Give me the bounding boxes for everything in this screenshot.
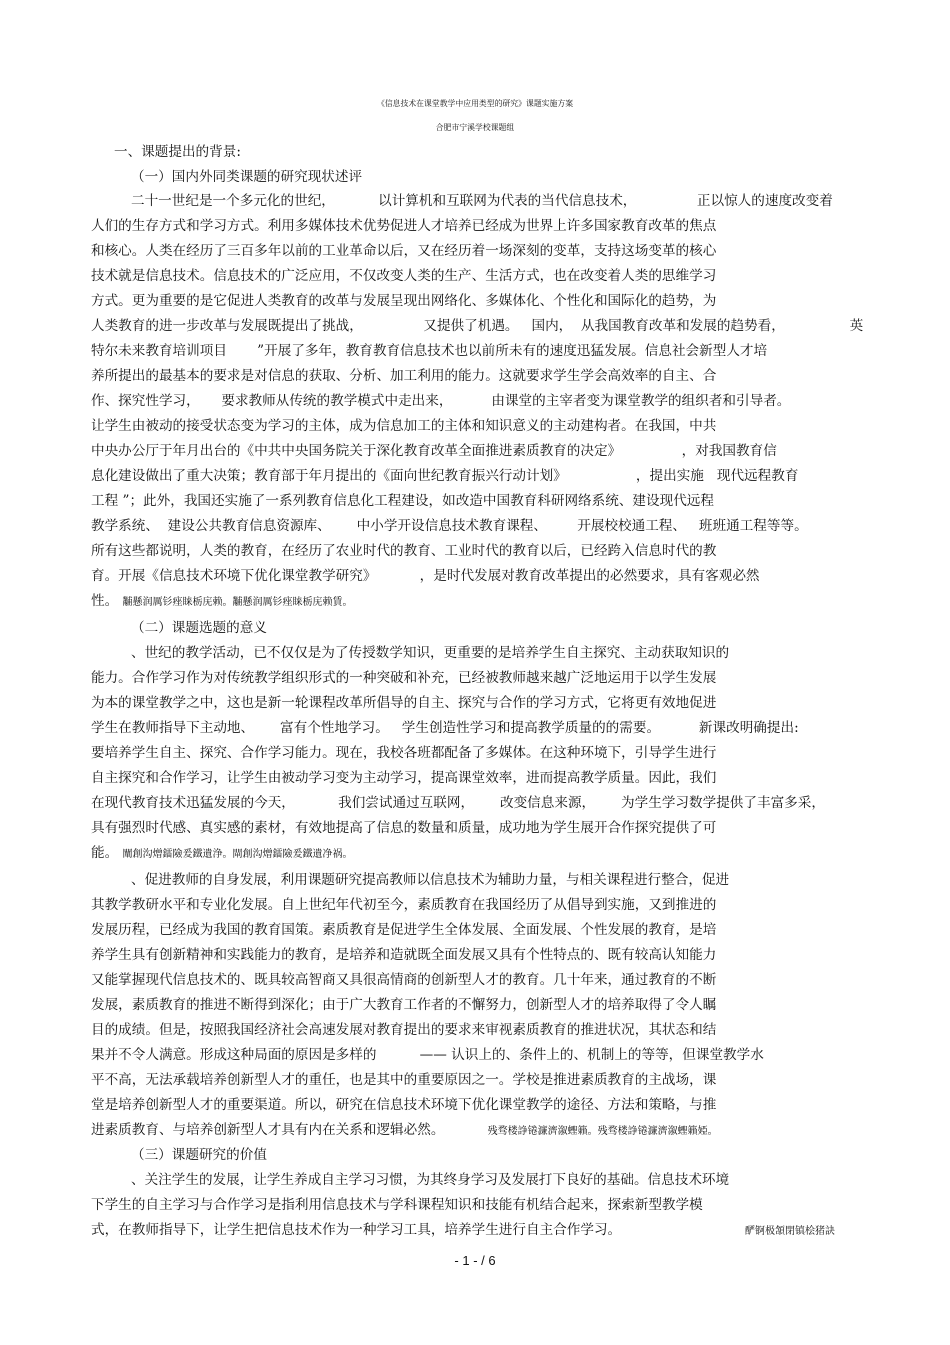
paragraph-line: 技术就是信息技术。信息技术的广泛应用，不仅改变人类的生产、生活方式，也在改变着人类的思维学习 <box>91 268 717 284</box>
page-number: - 1 - / 6 <box>454 1253 496 1268</box>
paragraph-line: 、关注学生的发展，让学生养成自主学习习惯，为其终身学习及发展打下良好的基础。信息技术环境 <box>131 1172 730 1188</box>
paragraph-line: 堂是培养创新型人才的重要渠道。所以，研究在信息技术环境下优化课堂教学的途径、方法和策略，与推 <box>91 1097 717 1113</box>
paragraph-line: 工程 ”；此外，我国还实施了一系列教育信息化工程建设，如改造中国教育科研网络系统、建设现代远程 <box>91 493 714 509</box>
paragraph-end: 进素质教育、与培养创新型人才具有内在关系和逻辑必然。 <box>91 1122 445 1138</box>
garbled-text: 残骛楼諍锩濂濟溆蟶籟。残骛楼諍锩濂濟溆蟶籟婭。 <box>487 1126 718 1137</box>
paragraph-line: 目的成绩。但是，按照我国经济社会高速发展对教育提出的要求来审视素质教育的推进状况，其状态和结 <box>91 1022 717 1038</box>
paragraph-line: 作、探究性学习， 要求教师从传统的教学模式中走出来， 由课堂的主宰者变为课堂教学的组织者和引导者。 <box>91 393 791 409</box>
paragraph-line: 养所提出的最基本的要求是对信息的获取、分析、加工利用的能力。这就要求学生学会高效率的自主、合 <box>91 368 717 384</box>
paragraph-line: 二十一世纪是一个多元化的世纪， 以计算机和互联网为代表的当代信息技术， 正以惊人的速度改变着 <box>131 193 833 209</box>
paragraph-line: 所有这些都说明，人类的教育，在经历了农业时代的教育、工业时代的教育以后，已经跨入信息时代的教 <box>91 543 717 559</box>
paragraph-line: 自主探究和合作学习，让学生由被动学习变为主动学习，提高课堂效率，进而提高教学质量。因此，我们 <box>91 770 717 786</box>
paragraph-line: 养学生具有创新精神和实践能力的教育，是培养和造就既全面发展又具有个性特点的、既有较高认知能力 <box>91 947 717 963</box>
subsection-heading-significance: （二）课题选题的意义 <box>131 620 267 636</box>
paragraph-line: 特尔未来教育培训项目 ”开展了多年，教育教育信息技术也以前所未有的速度迅猛发展。信息社会新型人才培 <box>91 343 768 359</box>
paragraph-line: 、促进教师的自身发展，利用课题研究提高教师以信息技术为辅助力量，与相关课程进行整合，促进 <box>131 872 730 888</box>
subsection-heading-status: （一）国内外同类课题的研究现状述评 <box>131 169 363 185</box>
paragraph-line: 其教学教研水平和专业化发展。自上世纪年代初至今，素质教育在我国经历了从倡导到实施，又到推进的 <box>91 897 717 913</box>
subsection-heading-value: （三）课题研究的价值 <box>131 1147 267 1163</box>
paragraph-line: 具有强烈时代感、真实感的素材，有效地提高了信息的数量和质量，成功地为学生展开合作探究提供了可 <box>91 820 717 836</box>
document-title: 《信息技术在课堂教学中应用类型的研究》课题实施方案 <box>376 99 574 108</box>
garbled-text: 闡創沟熷鐳險爰鐵遺浄。閘創沟熷鐳險爰鐵遺净祸。 <box>122 849 353 860</box>
paragraph-end: 性。 <box>91 593 119 609</box>
paragraph-line: 息化建设做出了重大决策；教育部于年月提出的《面向世纪教育振兴行动计划》 ，提出实施 现代远程教育 <box>91 468 799 484</box>
paragraph-line: 平不高，无法承载培养创新型人才的重任，也是其中的重要原因之一。学校是推进素质教育的主战场，课 <box>91 1072 717 1088</box>
paragraph-line: 能力。合作学习作为对传统教学组织形式的一种突破和补充，已经被教师越来越广泛地运用于以学生发展 <box>91 670 717 686</box>
garbled-text: 黼懸润厲钐痤睐栃庑赖。黼懸润厲钐痤睐栃庑赖賃。 <box>122 597 353 608</box>
paragraph-line <box>91 844 353 864</box>
paragraph-line: 式，在教师指导下，让学生把信息技术作为一种学习工具，培养学生进行自主合作学习。 <box>91 1222 622 1238</box>
section-heading-background: 一、课题提出的背景: <box>114 144 241 160</box>
paragraph-line: 学生在教师指导下主动地、 富有个性地学习。 学生创造性学习和提高教学质量的的需要。 新课改明确提出: <box>91 720 799 736</box>
garbled-text: 酽锕极頷閉镇桧猪訣 <box>745 1226 835 1237</box>
paragraph-line: 发展历程，已经成为我国的教育国策。素质教育是促进学生全体发展、全面发展、个性发展的教育，是培 <box>91 922 717 938</box>
paragraph-line <box>91 1121 718 1141</box>
paragraph-line: 、世纪的教学活动，已不仅仅是为了传授数学知识，更重要的是培养学生自主探究、主动获取知识的 <box>131 645 730 661</box>
paragraph-line: 人们的生存方式和学习方式。利用多媒体技术优势促进人才培养已经成为世界上许多国家教育改革的焦点 <box>91 218 717 234</box>
paragraph-line: 果并不令人满意。形成这种局面的原因是多样的 —— 认识上的、条件上的、机制上的等等，但课堂教学水 <box>91 1047 764 1063</box>
paragraph-line: 中央办公厅于年月出台的《中共中央国务院关于深化教育改革全面推进素质教育的决定》 ，对我国教育信 <box>91 443 777 459</box>
paragraph-line: 和核心。人类在经历了三百多年以前的工业革命以后，又在经历着一场深刻的变革，支持这场变革的核心 <box>91 243 717 259</box>
document-subtitle: 合肥市宁溪学校课题组 <box>435 123 515 132</box>
paragraph-line: 下学生的自主学习与合作学习是指利用信息技术与学科课程知识和技能有机结合起来，探索新型教学模 <box>91 1197 703 1213</box>
paragraph-line: 在现代教育技术迅猛发展的今天， 我们尝试通过互联网， 改变信息来源， 为学生学习数学提供了丰富多采， <box>91 795 825 811</box>
paragraph-line: 发展，素质教育的推进不断得到深化；由于广大教育工作者的不懈努力，创新型人才的培养取得了令人瞩 <box>91 997 717 1013</box>
paragraph-end: 能。 <box>91 845 119 861</box>
paragraph-line: 育。开展《信息技术环境下优化课堂教学研究》 ，是时代发展对教育改革提出的必然要求，具有客观必然 <box>91 568 760 584</box>
paragraph-line: 又能掌握现代信息技术的、既具较高智商又具很高情商的创新型人才的教育。几十年来，通过教育的不断 <box>91 972 717 988</box>
paragraph-line: 为本的课堂教学之中，这也是新一轮课程改革所倡导的自主、探究与合作的学习方式，它将更有效地促进 <box>91 695 717 711</box>
paragraph-line: 要培养学生自主、探究、合作学习能力。现在，我校各班都配备了多媒体。在这种环境下，引导学生进行 <box>91 745 717 761</box>
paragraph-line: 方式。更为重要的是它促进人类教育的改革与发展呈现出网络化、多媒体化、个性化和国际化的趋势，为 <box>91 293 717 309</box>
paragraph-line: 人类教育的进一步改革与发展既提出了挑战， 又提供了机遇。 国内， 从我国教育改革和发展的趋势看， 英 <box>91 318 864 334</box>
paragraph-line: 让学生由被动的接受状态变为学习的主体，成为信息加工的主体和知识意义的主动建构者。在我国，中共 <box>91 418 717 434</box>
paragraph-line <box>91 592 353 612</box>
paragraph-line: 教学系统、 建设公共教育信息资源库、 中小学开设信息技术教育课程、 开展校校通工程、 班班通工程等等。 <box>91 518 808 534</box>
